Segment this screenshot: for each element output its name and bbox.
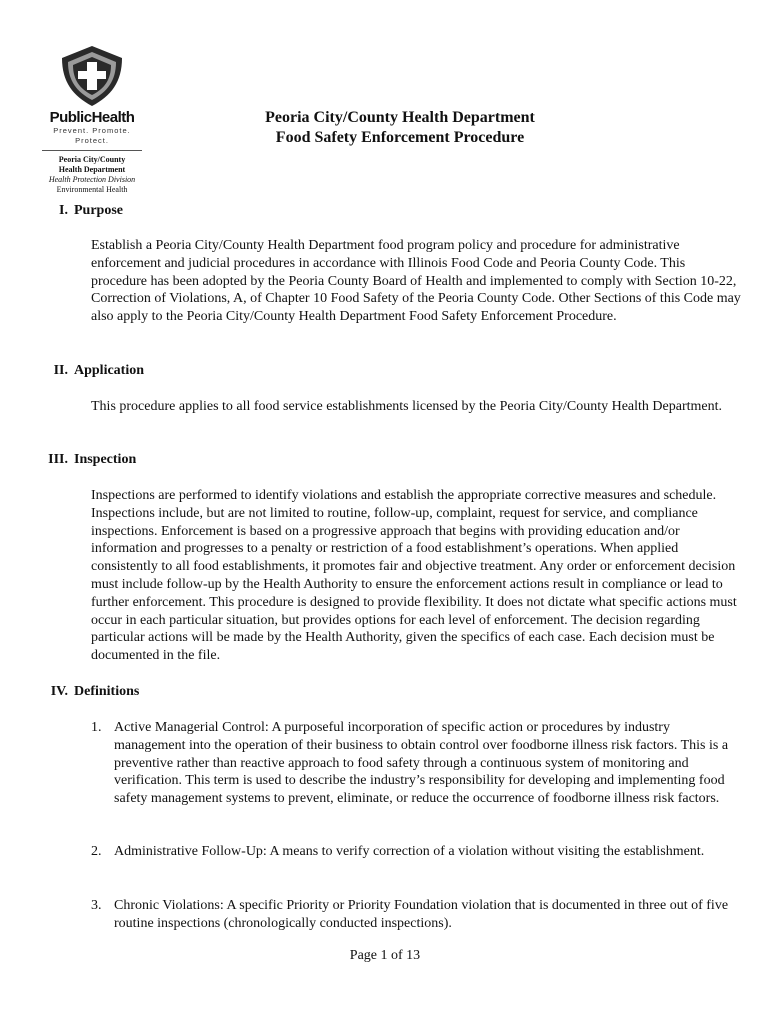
section-number: III.	[48, 452, 68, 467]
brand-tagline: Prevent. Promote. Protect.	[53, 126, 131, 145]
section-heading-application	[30, 362, 144, 380]
org-name-line2: Health Department	[58, 165, 126, 174]
department-logo	[36, 44, 148, 195]
title-line1: Peoria City/County Health Department	[265, 109, 535, 126]
logo-divider	[42, 150, 142, 151]
definition-item	[91, 843, 741, 861]
definition-text: Administrative Follow-Up: A means to verify correction of a violation without visiting the establishment.	[114, 844, 705, 859]
page-number: Page 1 of 13	[349, 948, 421, 963]
brand-name: PublicHealth	[49, 109, 135, 126]
inspection-paragraph: Inspections are performed to identify violations and establish the appropriate corrective measures and schedule. Inspections include, but are not limited to routine, follow-up, complaint, request for service, and compliance inspections. Enforcement is based on a progressive approach that begins with providing education and/or information and progresses to a penalty or restriction of a food establishment’s operations. When applied consistently to all food establishments, it promotes fair and objective treatment. Any order or enforcement decision must include follow-up by the Health Authority to ensure the enforcement actions result in compliance or lead to further enforcement. This procedure is designed to provide flexibility. It does not dictate what specific actions must occur in each particular situation, but provides options for each level of enforcement. The decision regarding particular actions will be made by the Health Authority, given the specifics of each case. Each decision must be documented in the file.	[91, 488, 737, 664]
title-line2: Food Safety Enforcement Procedure	[275, 129, 525, 146]
section-heading-definitions	[30, 683, 139, 701]
division-name: Health Protection Division	[48, 175, 136, 184]
purpose-paragraph: Establish a Peoria City/County Health Department food program policy and procedure for administrative enforcement and judicial procedures in accordance with Illinois Food Code and Peoria County Code. This procedure has been adopted by the Peoria County Board of Health and implemented to comply with Section 10-22, Correction of Violations, A, of Chapter 10 Food Safety of the Peoria County Code. Other Sections of this Code may also apply to the Peoria City/County Health Department Food Safety Enforcement Procedure.	[91, 238, 741, 325]
section-number: IV.	[50, 684, 68, 699]
definition-item	[91, 897, 741, 933]
section-number: II.	[53, 363, 68, 378]
org-name-line1: Peoria City/County	[58, 155, 126, 164]
section-title: Definitions	[74, 684, 140, 699]
section-title: Purpose	[74, 203, 123, 218]
definition-item	[91, 719, 741, 808]
definition-number: 3.	[91, 898, 102, 913]
definition-number: 1.	[91, 720, 102, 735]
section-number: I.	[59, 203, 68, 218]
section-heading-purpose	[30, 202, 123, 220]
document-title	[200, 108, 600, 148]
shield-cross-icon	[59, 44, 125, 108]
application-paragraph: This procedure applies to all food service establishments licensed by the Peoria City/County Health Department.	[91, 399, 723, 414]
subdivision-name: Environmental Health	[56, 185, 128, 194]
definition-number: 2.	[91, 844, 102, 859]
section-heading-inspection	[30, 451, 136, 469]
section-title: Inspection	[74, 452, 137, 467]
section-title: Application	[74, 363, 145, 378]
definition-text: Chronic Violations: A specific Priority or Priority Foundation violation that is documented in three out of five routine inspections (chronologically conducted inspections).	[114, 898, 729, 931]
definition-text: Active Managerial Control: A purposeful incorporation of specific action or procedures by industry management into the operation of their business to obtain control over foodborne illness risk factors. This is a preventive rather than reactive approach to food safety through a continuous system of monitoring and verification. This term is used to describe the industry’s responsibility for developing and implementing food safety management systems to prevent, eliminate, or reduce the occurrence of foodborne illness risk factors.	[114, 720, 729, 807]
